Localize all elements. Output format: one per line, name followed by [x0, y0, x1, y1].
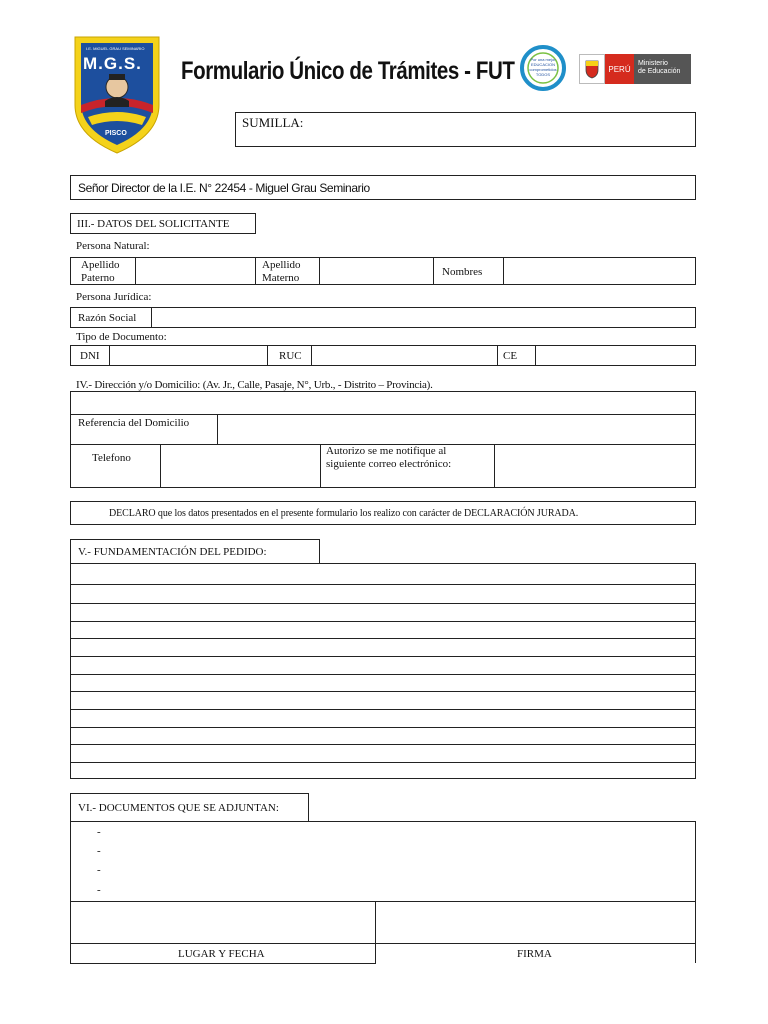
- section5-title-box: [70, 539, 320, 564]
- ministry-line1: Ministerio: [638, 60, 668, 67]
- correo-input[interactable]: [495, 445, 695, 487]
- razon-social-row: [70, 307, 696, 328]
- ministry-line2: de Educación: [638, 68, 681, 75]
- documento-item: -: [97, 884, 101, 896]
- peru-label: PERÚ: [605, 54, 634, 84]
- correo-l2: siguiente correo electrónico:: [326, 458, 452, 470]
- referencia-label: Referencia del Domicilio: [78, 417, 190, 429]
- lugar-fecha-input[interactable]: [71, 902, 375, 943]
- apellido-paterno-l2: Paterno: [81, 272, 115, 284]
- seal-text: Por una mejor EDUCACION comprometidos TODOS: [529, 57, 557, 77]
- section5-title: V.- FUNDAMENTACIÓN DEL PEDIDO:: [78, 546, 267, 558]
- razon-social-input[interactable]: [152, 308, 695, 327]
- domicilio-block: [70, 391, 696, 488]
- section6-title: VI.- DOCUMENTOS QUE SE ADJUNTAN:: [78, 802, 279, 814]
- persona-natural-row: [70, 257, 696, 285]
- razon-social-label: Razón Social: [78, 312, 137, 324]
- education-seal: [520, 45, 566, 91]
- persona-natural-label: Persona Natural:: [76, 240, 150, 252]
- ministry-name: [634, 54, 691, 84]
- apellido-paterno-l1: Apellido: [81, 259, 120, 271]
- documento-item: -: [97, 845, 101, 857]
- ruc-label: RUC: [279, 350, 302, 362]
- declaration-text: DECLARO que los datos presentados en el presente formulario los realizo con carácter de DECLARACIÓN JURADA.: [109, 508, 579, 519]
- ce-input[interactable]: [536, 346, 695, 365]
- page-title: Formulario Único de Trámites - FUT: [181, 57, 515, 85]
- school-badge-logo: [72, 35, 162, 155]
- telefono-input[interactable]: [161, 445, 320, 487]
- signature-area: [70, 901, 696, 963]
- section4-title: IV.- Dirección y/o Domicilio: (Av. Jr., Calle, Pasaje, N°, Urb., - Distrito – Provincia).: [76, 379, 433, 391]
- dni-input[interactable]: [110, 346, 267, 365]
- nombres-input[interactable]: [504, 258, 695, 284]
- telefono-label: Telefono: [92, 452, 131, 464]
- peru-coat-of-arms-icon: [579, 54, 605, 84]
- fundamentacion-lines[interactable]: [70, 563, 696, 779]
- badge-top-text: I.E. MIGUEL GRAU SEMINARIO: [86, 46, 145, 51]
- section3-title: III.- DATOS DEL SOLICITANTE: [77, 218, 230, 230]
- apellido-materno-input[interactable]: [320, 258, 433, 284]
- badge-city: PISCO: [105, 130, 127, 137]
- direccion-input[interactable]: [71, 392, 695, 414]
- apellido-materno-label: [262, 259, 301, 285]
- sumilla-label: SUMILLA:: [242, 115, 304, 130]
- apellido-materno-l2: Materno: [262, 272, 300, 284]
- badge-initials: M.G.S.: [83, 54, 142, 73]
- ministry-logo: [579, 54, 691, 84]
- sumilla-field[interactable]: [235, 112, 696, 147]
- firma-label: FIRMA: [517, 948, 552, 960]
- correo-label: [326, 445, 451, 471]
- correo-l1: Autorizo se me notifique al: [326, 445, 447, 457]
- apellido-paterno-label: [81, 259, 120, 285]
- nombres-label: Nombres: [442, 266, 483, 278]
- lugar-fecha-label: LUGAR Y FECHA: [178, 948, 265, 960]
- ce-label: CE: [503, 350, 518, 362]
- tipo-documento-label: Tipo de Documento:: [76, 331, 167, 343]
- section6-title-box: [70, 793, 309, 822]
- referencia-input[interactable]: [218, 415, 695, 444]
- addressee-text: Señor Director de la I.E. N° 22454 - Miguel Grau Seminario: [78, 181, 370, 195]
- firma-input[interactable]: [376, 902, 695, 943]
- apellido-paterno-input[interactable]: [136, 258, 255, 284]
- documento-row: [70, 345, 696, 366]
- documentos-box[interactable]: [70, 821, 696, 902]
- addressee-box: [70, 175, 696, 200]
- documento-item: -: [97, 864, 101, 876]
- ruc-input[interactable]: [312, 346, 497, 365]
- section3-title-box: [70, 213, 256, 234]
- apellido-materno-l1: Apellido: [262, 259, 301, 271]
- documento-item: -: [97, 826, 101, 838]
- declaration-box: [70, 501, 696, 525]
- persona-juridica-label: Persona Jurídica:: [76, 291, 152, 303]
- dni-label: DNI: [80, 350, 100, 362]
